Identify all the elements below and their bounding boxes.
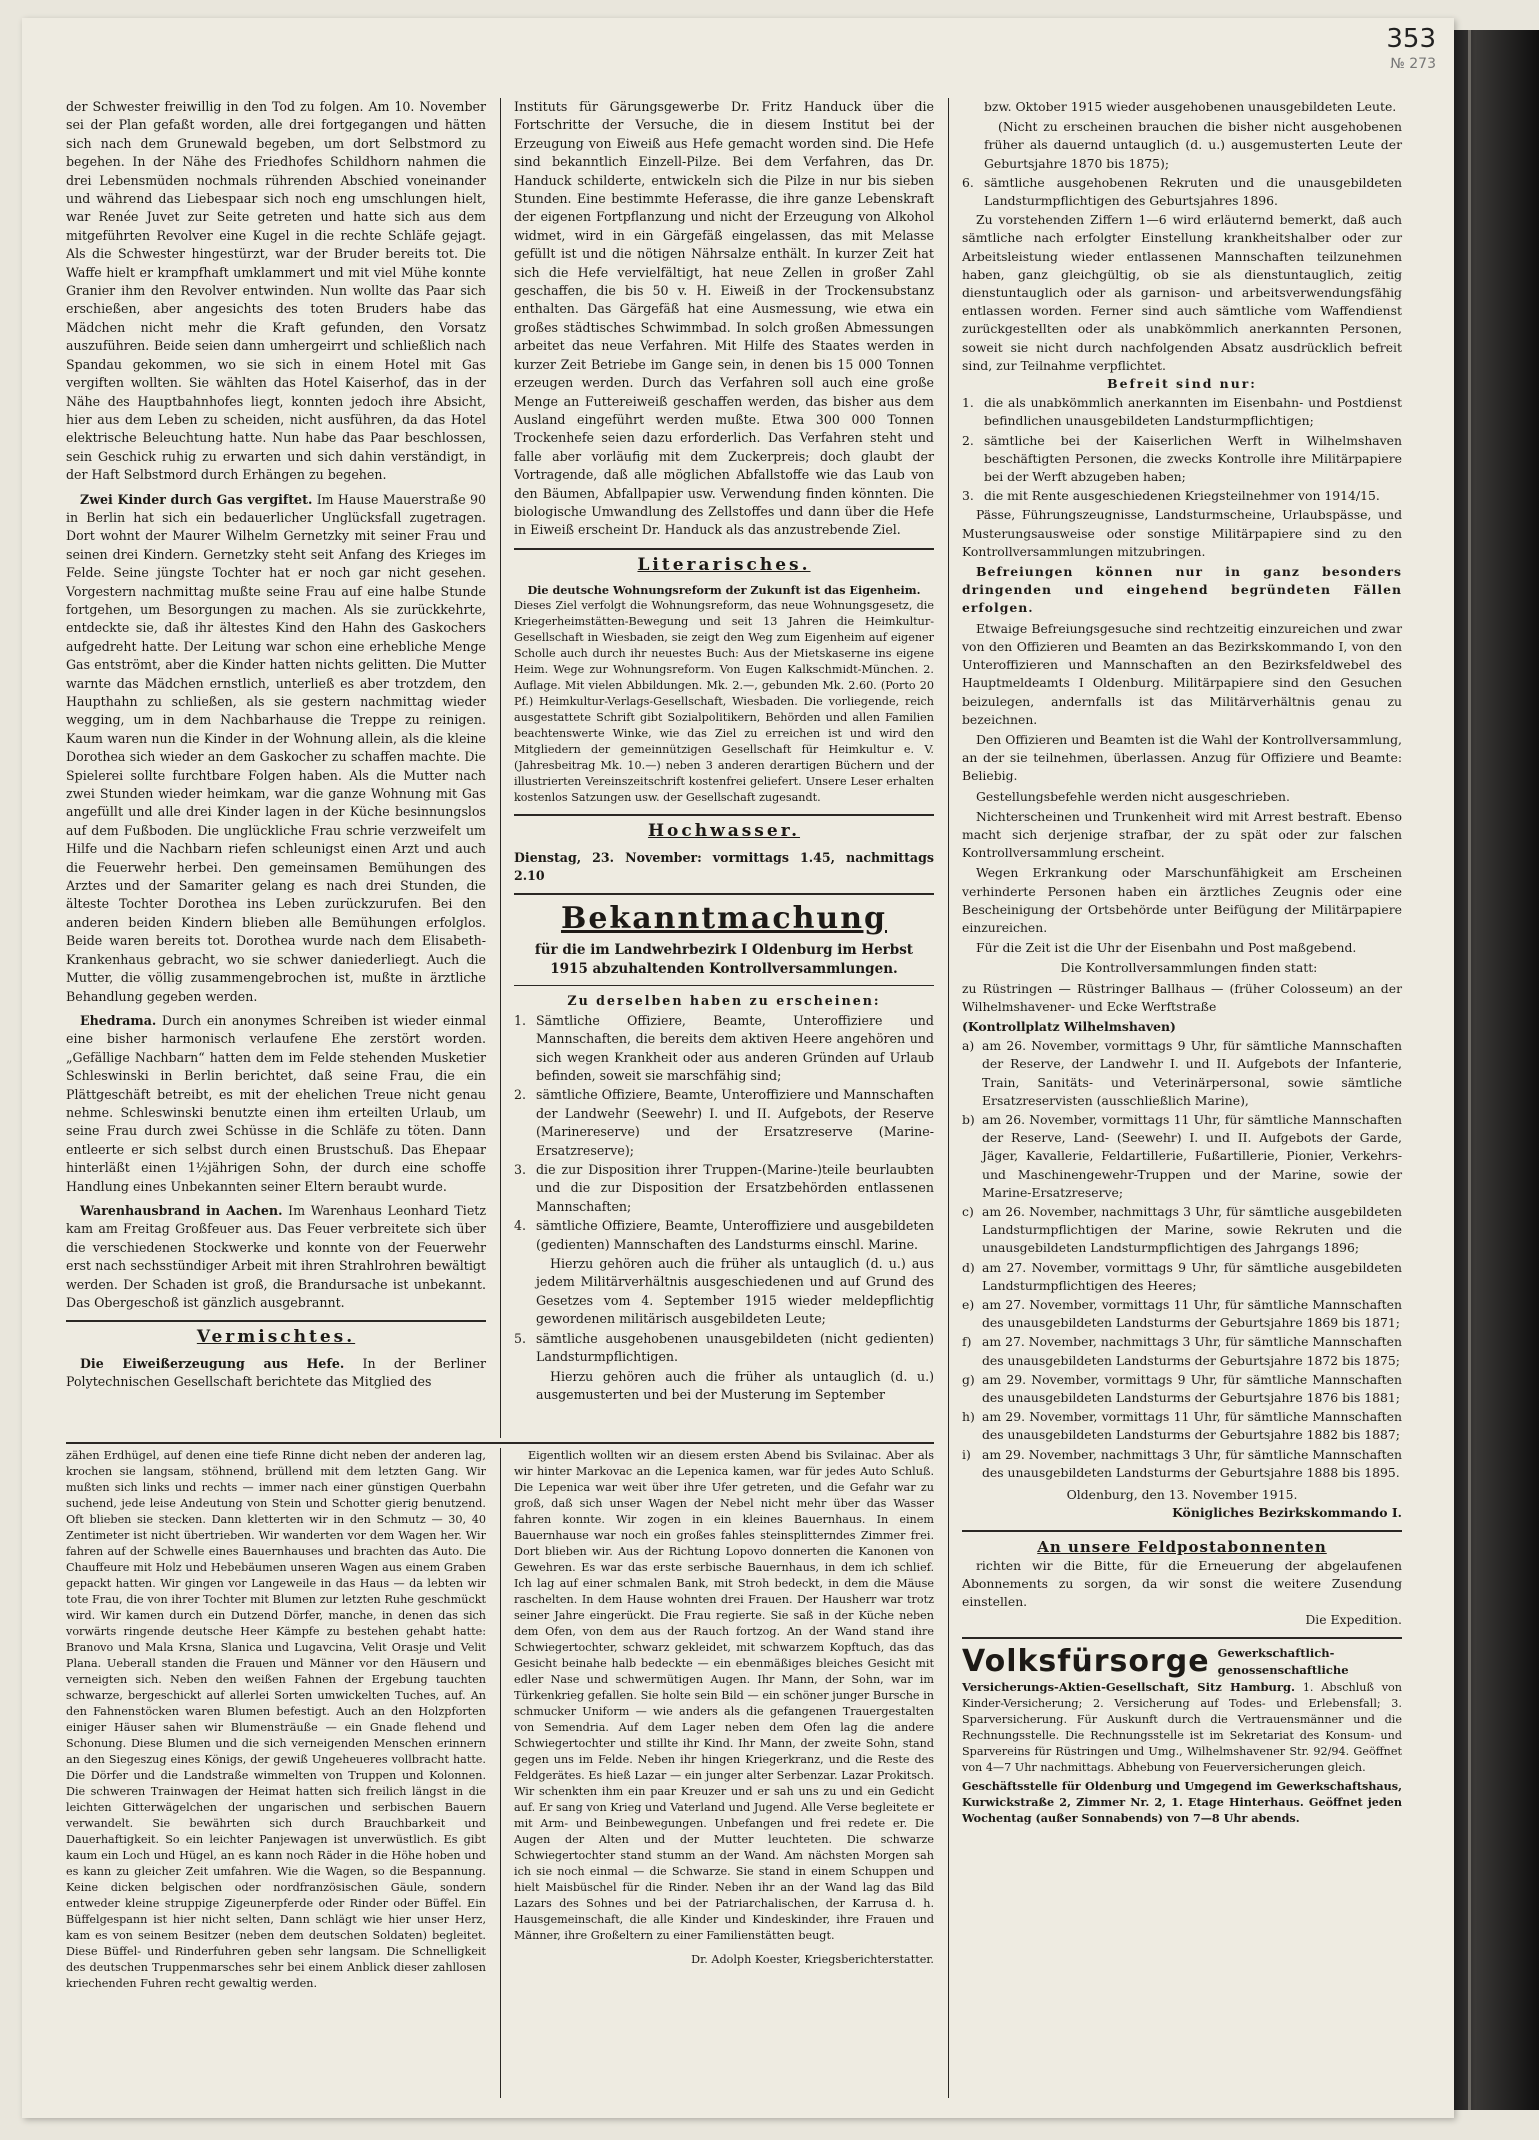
feldpost-text: richten wir die Bitte, für die Erneuerung der abgelaufenen Abonnements zu sorgen, da wir sonst die weitere Zusendung einstellen. bbox=[962, 1557, 1402, 1610]
article-eiweiss-cont: Instituts für Gärungsgewerbe Dr. Fritz Handuck über die Fortschritte der Versuche, die in diesem Institut bei der Erzeugung von Eiweiß aus Hefe gemacht worden sind. Die Hefe sind bekanntlich Einzell-Pilze. Bei dem Verfahren, das Dr. Handuck schilderte, entwickeln sich die Pilze in nur bis sieben Stunden. Eine bestimmte Heferasse, die ihre ganze Lebenskraft der eigenen Fortpflanzung und nicht der Erzeugung von Alkohol widmet, wird in ein Gärgefäß eingelassen, das mit Melasse gefüllt ist und die nötigen Nährsalze enthält. In kurzer Zeit hat sich die Hefe vervielfältigt, hat neue Zellen in großer Zahl geschaffen, die bis 50 v. H. Eiweiß in der Trockensubstanz enthalten. Das Gärgefäß hat eine Ausmessung, wie etwa ein großes städtisches Schwimmbad. In solch großen Abmessungen arbeitet das neue Verfahren. Mit Hilfe des Staates werden in kurzer Zeit Betriebe im Gange sein, in denen bis 15 000 Tonnen erzeugen werden. Durch das Verfahren soll auch eine große Menge an Futtereiweiß geschaffen werden, das bisher aus dem Ausland eingeführt werden mußte. Etwa 300 000 Tonnen Trockenhefe seien dazu erforderlich. Das Verfahren steht und falle aber vorläufig mit dem Zuckerpreis; doch glaubt der Vortragende, daß alle möglichen Abfallstoffe wie das Laub von den Bäumen, Abfallpapier usw. Verwendung finden könnten. Die biologische Umwandlung des Zellstoffes und dann über die Hefe in Eiweiß erscheint Dr. Handuck als das anzustrebende Ziel. bbox=[514, 99, 934, 538]
column-rule bbox=[500, 98, 501, 1438]
bekanntmachung-list-2 bbox=[514, 1330, 934, 1367]
separator bbox=[514, 985, 934, 986]
war-report-right-text: Eigentlich wollten wir an diesem ersten Abend bis Svilainac. Aber als wir hinter Markovac an die Lepenica kamen, war für jedes Auto Schluß. Die Lepenica war weit über ihre Ufer getreten, und die Gefahr war zu groß, daß sich unser Wagen der Nebel nicht mehr über das Wasser fahren konnte. Wir zogen in ein kleines Bauernhaus. In einem Bauernhause war noch ein großes fahles steinsplitterndes Zimmer frei. Dort blieben wir. Aus der Richtung Lopovo donnerten die Kanonen von Gewehren. Es war das erste serbische Bauernhaus, in dem ich schlief. Ich lag auf einer schmalen Bank, mit Stroh bedeckt, in dem die Mäuse raschelten. In dem Hause wohnten drei Frauen. Der Hausherr war trotz seiner Jahre eingerückt. Die Frau regierte. Sie saß in der Küche neben dem Ofen, von dem aus der Rauch fortzog. An der Wand stand ihre Schwiegertochter, schwarz gekleidet, mit schwarzem Kopftuch, das das Gesicht beinahe halb bedeckte — ein ebenmäßiges bleiches Gesicht mit edler Nase und schwermütigen Augen. Ihr Mann, der Sohn, war im Türkenkrieg gefallen. Sie holte sein Bild — ein schöner junger Bursche in schmucker Uniform — wie anders als die gefangenen Trauergestalten von Semendria. Auf dem Lager neben dem Ofen lag die andere Schwiegertochter und stillte ihr Kind. Ihr Mann, der zweite Sohn, stand gegen uns im Felde. Neben ihr hingen Kriegerkranz, und die Reste des Feldgerätes. Es hieß Lazar — ein junger alter Serbenzar. Lazar Prokitsch. Wir schenkten ihm ein paar Kreuzer und er sah uns zu und ein Gedicht auf. Er sang von Krieg und Vaterland und Jugend. Alle Verse begleitete er mit Arm- und Beinbewegungen. Unbefangen und frei redete er. Die Augen der Alten und der Mutter leuchteten. Die schwarze Schwiegertochter stand stumm an der Wand. Am nächsten Morgen sah ich sie noch einmal — die Schwarze. Sie stand in einem Schuppen und hielt Maisbüschel für die Rinder. Neben ihr an der Wand lag das Bild Lazars des Sohnes und bei der Patriarchalischen, der Karrusa d. h. Hausgemeinschaft, die alle Kinder und Kindeskinder, ihre Frauen und Männer, ihre Großeltern zu einer Familienstätten beugt. bbox=[514, 1449, 934, 1942]
list-item: 1. die als unabkömmlich anerkannten im Eisenbahn- und Postdienst befindlichen unausgebildeten Landsturmpflichtigen; bbox=[962, 395, 1402, 429]
newspaper-page bbox=[22, 18, 1454, 2118]
separator bbox=[514, 893, 934, 895]
column-1 bbox=[66, 98, 486, 1392]
article-brand bbox=[66, 1202, 486, 1312]
hochwasser-times: Dienstag, 23. November: vormittags 1.45, nachmittags 2.10 bbox=[514, 849, 934, 883]
list-item: e) am 27. November, vormittags 11 Uhr, für sämtliche Mannschaften des unausgebildeten Landsturms der Geburtsjahre 1869 bis 1871; bbox=[962, 1297, 1402, 1331]
volksfuersorge-subtitle: Gewerkschaftlich-genossenschaftliche Versicherungs-Aktien-Gesellschaft, Sitz Hamburg. bbox=[962, 1646, 1349, 1695]
list-item: i) am 29. November, nachmittags 3 Uhr, für sämtliche Mannschaften des unausgebildeten Landsturms der Geburtsjahre 1888 bis 1895. bbox=[962, 1446, 1402, 1480]
separator bbox=[962, 1530, 1402, 1532]
article-eiweiss-lead: Die Eiweißerzeugung aus Hefe. bbox=[80, 1355, 345, 1371]
volksfuersorge-ad bbox=[962, 1637, 1402, 1826]
bekanntmachung-mid: Hierzu gehören auch die früher als untauglich (d. u.) aus jedem Militärverhältnis ausgeschiedenen und auf Grund des Gesetzes vom 4. September 1915 wieder meldepflichtig gewordenen militärisch ausgebildeten Leute; bbox=[536, 1256, 934, 1327]
list-item: 2. sämtliche bei der Kaiserlichen Werft in Wilhelmshaven beschäftigten Personen, die zwecks Kontrolle ihre Militärpapiere bei der Werft abzugeben haben; bbox=[962, 432, 1402, 485]
war-report-right bbox=[514, 1448, 934, 1968]
bekanntmachung-list bbox=[514, 1012, 934, 1254]
bek-p3: Befreiungen können nur in ganz besonders dringenden und eingehend begründeten Fällen erfolgen. bbox=[962, 564, 1402, 616]
book-binding bbox=[1454, 30, 1539, 2110]
column-2 bbox=[514, 98, 934, 1404]
article-kinder bbox=[66, 491, 486, 1006]
list-item: g) am 29. November, vormittags 9 Uhr, für sämtliche Mannschaften des unausgebildeten Landsturms der Geburtsjahre 1876 bis 1881; bbox=[962, 1371, 1402, 1406]
war-report-left-text: zähen Erdhügel, auf denen eine tiefe Rinne dicht neben der anderen lag, krochen sie langsam, stöhnend, brüllend mit dem letzten Gang. Wir mußten sich links und rechts — immer nach einer günstigen Querbahn suchend, jede leise Andeutung von Stein und Schotter gierig benutzend. Oft blieben sie stecken. Dann kletterten wir in den Schmutz — 30, 40 Zentimeter ist nicht übertrieben. Wir wanderten vor dem Wagen her. Wir fahren auf der Schwelle eines Bauernhauses und brachten das Auto. Die Chauffeure mit Holz und Hebebäumen unseren Wagen aus einem Graben gepackt hatten. Wir gingen vor Langeweile in das Haus — da lebten wir tote Frau, die von ihrer Tochter mit Blumen zur letzten Ruhe geschmückt wird. Wir kamen durch ein Dutzend Dörfer, manche, in denen das sich vorwärts ringende deutsche Heer Kämpfe zu bestehen gehabt hatte: Branovo und Mala Krsna, Slanica und Lugavcina, Velit Orasje und Velit Plana. Ueberall standen die Frauen und Männer vor den Häusern und verneigten sich. Neben den weißen Fahnen der Ergebung tauchten schwarze, bergeschickt auf allerlei Sorten umwickelten Tuches, auf. An den Fahnenstöcken waren Blumen befestigt. Auch an den Holzpforten einiger Häuser sahen wir Blumensträuße — ein Gnade flehend und Schonung. Diese Blumen und die sich verneigenden Menschen erinnern an den Siegeszug eines Königs, der gewiß Ungeheueres vollbracht hatte. Die Dörfer und die Landstraße wimmelten von Truppen und Kolonnen. Die schweren Trainwagen der Heimat hatten sich freilich längst in die leichten Gitterwägelchen der ungarischen und serbischen Bauern verwandelt. Sie bewährten sich durch Brauchbarkeit und Dauerhaftigkeit. So ein leichter Panjewagen ist unverwüstlich. Es gibt kaum ein Loch und Hügel, an es kann noch Räder in die Höhe hoben und es kann zu gleicher Zeit umfahren. Wie die Wagen, so die Bespannung. Keine dicken belgischen oder nordfranzösischen Gäule, sondern entweder kleine struppige Zigeunerpferde oder Rinder oder Büffel. Ein Büffelgespann ist hier nicht selten, Dann schlägt wie hier unser Herz, kam es von seinem Besitzer (neben dem deutschen Soldaten) begleitet. Diese Büffel- und Rinderfuhren geben sehr langsam. Die Schnelligkeit des deutschen Truppenmarsches sehr bei einem Anblick dieser zahllosen kriechenden Fuhren recht gewaltig werden. bbox=[66, 1449, 486, 1990]
article-eiweiss-text: In der Berliner Polytechnischen Gesellschaft berichtete das Mitglied des bbox=[66, 1355, 486, 1390]
section-rule bbox=[66, 1442, 934, 1444]
feldpost-sign: Die Expedition. bbox=[1305, 1612, 1402, 1628]
befreit-list bbox=[962, 394, 1402, 505]
bek-list-6 bbox=[962, 174, 1402, 210]
list-item: 4. sämtliche Offiziere, Beamte, Unteroffiziere und ausgebildeten (gedienten) Mannschaften des Landsturms einschl. Marine. bbox=[514, 1218, 934, 1252]
bek-p5: Den Offizieren und Beamten ist die Wahl der Kontrollversammlung, an der sie teilnehmen, überlassen. Anzug für Offiziere und Beamte: Beliebig. bbox=[962, 731, 1402, 784]
list-item: c) am 26. November, nachmittags 3 Uhr, für sämtliche ausgebildeten Landsturmpflichtigen der Marine, sowie Rekruten und die unausgebildeten Landsturmpflichtigen des Jahrgangs 1896; bbox=[962, 1203, 1402, 1256]
bek-p7: Nichterscheinen und Trunkenheit wird mit Arrest bestraft. Ebenso macht sich derjenige strafbar, der zu spät oder zur falschen Kontrollversammlung erscheint. bbox=[962, 808, 1402, 861]
article-ehe bbox=[66, 1012, 486, 1196]
volksfuersorge-title: Volksfürsorge bbox=[962, 1644, 1210, 1680]
section-hochwasser-heading: Hochwasser. bbox=[647, 821, 801, 842]
list-item: d) am 27. November, vormittags 9 Uhr, für sämtliche ausgebildeten Landsturmpflichtigen des Heeres; bbox=[962, 1259, 1402, 1293]
befreit-heading: Befreit sind nur: bbox=[1107, 376, 1257, 392]
page-number-note: № 273 bbox=[1390, 56, 1436, 72]
article-kinder-text: Im Hause Mauerstraße 90 in Berlin hat sich ein bedauerlicher Unglücksfall zugetragen. Dort wohnt der Maurer Wilhelm Gernetzky mit seiner Frau und seinen drei Kindern. Gernetzky steht seit Anfang des Krieges im Felde. Seine jüngste Tochter hat er noch gar nicht gesehen. Vorgestern nachmittag mußte seine Frau auf eine halbe Stunde fortgehen, um Besorgungen zu machen. Als sie zurückkehrte, entdeckte sie, daß ihr ältestes Kind den Hahn des Gaskochers aufgedreht hatte. Der Leitung war schon eine erhebliche Menge Gas entströmt, aber die Kinder hatten nichts gelitten. Die Mutter warnte das Mädchen ernstlich, unterließ es aber trotzdem, den Haupthahn zu schließen, als sie gestern nachmittag wieder wegging, um in dem Nachbarhause die Treppe zu reinigen. Kaum waren nun die Kinder in der Wohnung allein, als die kleine Dorothea sich wieder an dem Gaskocher zu schaffen machte. Die Spielerei sollte furchtbare Folgen haben. Als die Mutter nach zwei Stunden wieder heimkam, war die ganze Wohnung mit Gas angefüllt und alle drei Kinder lagen in der Küche besinnungslos auf dem Fußboden. Die unglückliche Frau schrie verzweifelt um Hilfe und die Nachbarn riefen schleunigst einen Arzt und auch die Feuerwehr herbei. Den gemeinsamen Bemühungen des Arztes und der Samariter gelang es nach drei Stunden, die älteste Tochter Dorothea ins Leben zurückzurufen. Bei den anderen beiden Kindern blieben alle Bemühungen erfolglos. Beide waren bereits tot. Dorothea wurde nach dem Elisabeth-Krankenhaus gebracht, wo sie schwer daniederliegt. Auch die Mutter, die völlig zusammengebrochen ist, mußte in ärztliche Behandlung gegeben werden. bbox=[66, 491, 486, 1004]
section-literarisches-heading: Literarisches. bbox=[637, 554, 811, 575]
column-rule bbox=[948, 98, 949, 2098]
bek-p9: Für die Zeit ist die Uhr der Eisenbahn und Post maßgebend. bbox=[976, 940, 1357, 956]
bekanntmachung-subtitle: für die im Landwehrbezirk I Oldenburg im Herbst 1915 abzuhaltenden Kontrollversammlungen. bbox=[534, 942, 914, 978]
column-rule bbox=[500, 1448, 501, 2098]
separator bbox=[66, 1320, 486, 1322]
schedule-list bbox=[962, 1037, 1402, 1482]
article-ehe-text: Durch ein anonymes Schreiben ist wieder einmal eine bisher harmonisch verlaufene Ehe zerstört worden. „Gefällige Nachbarn“ hatten dem im Felde stehenden Musketier Schleswinski in Berlin berichtet, daß seine Frau, die ein Plättgeschäft betreibt, es mit der ehelichen Treue nicht genau nehme. Schleswinski benutzte einen ihm erteilten Urlaub, um seine Frau durch zwei Schüsse in die Schläfe zu töten. Dann entleerte er sich selbst durch einen Brustschuß. Das Ehepaar hinterläßt einen 1½jährigen Sohn, der durch eine schoffe Handlung eines Unbekannten seiner Eltern beraubt wurde. bbox=[66, 1012, 486, 1194]
list-item: 6. sämtliche ausgehobenen Rekruten und die unausgebildeten Landsturmpflichtigen des Geburtsjahres 1896. bbox=[962, 174, 1402, 209]
bek-p6: Gestellungsbefehle werden nicht ausgeschrieben. bbox=[976, 788, 1290, 804]
list-item: b) am 26. November, vormittags 11 Uhr, für sämtliche Mannschaften der Reserve, Land- (Seewehr) I. und II. Aufgebots der Garde, Jäger, Kavallerie, Feldartillerie, Fußartillerie, Pionier, Verkehrs- und Maschinengewehr-Truppen und der Marine, sowie der Marine-Ersatzreserve; bbox=[962, 1111, 1402, 1200]
war-report-left bbox=[66, 1448, 486, 1992]
bek-p10: Die Kontrollversammlungen finden statt: bbox=[1060, 960, 1318, 976]
separator bbox=[514, 548, 934, 550]
bekanntmachung-intro: Zu derselben haben zu erscheinen: bbox=[567, 993, 881, 1009]
bek-p1: Zu vorstehenden Ziffern 1—6 wird erläuternd bemerkt, daß auch sämtliche nach erfolgter Einstellung krankheitshalber oder zur Arbeitsleistung wieder entlassenen Mannschaften teilzunehmen haben, ganz gleichgültig, ob sie als dienstuntauglich, zeitig dienstuntauglich oder als garnison- und arbeitsverwendungsfähig entlassen worden. Ferner sind auch sämtliche vom Waffendienst zurückgestellten oder als unabkömmlich anerkannten Personen, soweit sie nicht durch nachfolgenden Absatz ausdrücklich befreit sind, zur Teilnahme verpflichtet. bbox=[962, 212, 1402, 373]
volksfuersorge-text: 1. Abschluß von Kinder-Versicherung; 2. Versicherung auf Todes- und Erlebensfall; 3. Sparversicherung. Für Auskunft durch die Vertrauensmänner und die Rechnungsstelle. Die Rechnungsstelle ist im Sekretariat des Konsum- und Sparvereins für Rüstringen und Umg., Wilhelmshavener Str. 92/94. Geöffnet von 4—7 Uhr nachmittags. Abhebung von Feuerversicherungen gleich. bbox=[962, 1681, 1403, 1775]
list-item: a) am 26. November, vormittags 9 Uhr, für sämtliche Mannschaften der Reserve, der Landwehr I. und II. Aufgebots der Infanterie, Train, Sanitäts- und Veterinärpersonal, sowie sämtliche Ersatzreservisten (ausschließlich Marine), bbox=[962, 1038, 1402, 1108]
bekanntmachung-title: Bekanntmachung bbox=[560, 901, 887, 937]
bek-p4: Etwaige Befreiungsgesuche sind rechtzeitig einzureichen und zwar von den Offizieren und Beamten an das Bezirkskommando I, von den Unteroffizieren und Mannschaften an den Bezirksfeldwebel des Hauptmeldeamts I Oldenburg. Militärpapiere sind den Gesuchen beizulegen, andernfalls ist das Militärverhältnis genau zu bezeichnen. bbox=[962, 620, 1402, 727]
list-item: 3. die zur Disposition ihrer Truppen-(Marine-)teile beurlaubten und die zur Disposition der Ersatzbehörden entlassenen Mannschaften; bbox=[514, 1162, 934, 1214]
article-brand-lead: Warenhausbrand in Aachen. bbox=[80, 1202, 283, 1218]
bek-signature: Königliches Bezirkskommando I. bbox=[1172, 1505, 1402, 1521]
bek-p11: zu Rüstringen — Rüstringer Ballhaus — (früher Colosseum) an der Wilhelmshavener- und Ecke Werftstraße bbox=[962, 980, 1402, 1014]
bek-p2: Pässe, Führungszeugnisse, Landsturmscheine, Urlaubspässe, und Musterungsausweise oder sonstige Militärpapiere sind zu den Kontrollversammlungen mitzubringen. bbox=[962, 507, 1402, 559]
article-literarisches bbox=[514, 582, 934, 806]
list-item: 2. sämtliche Offiziere, Beamte, Unteroffiziere und Mannschaften der Landwehr (Seewehr) I. und II. Aufgebots, der Reserve (Marinereserve) und der Ersatzreserve (Marine-Ersatzreserve); bbox=[514, 1087, 934, 1158]
volksfuersorge-text-2: Geschäftsstelle für Oldenburg und Umgegend im Gewerkschaftshaus, Kurwickstraße 2, Zimmer Nr. 2, 1. Etage Hinterhaus. Geöffnet jeden Wochentag (außer Sonnabends) von 7—8 Uhr abends. bbox=[962, 1779, 1402, 1826]
list-item: 1. Sämtliche Offiziere, Beamte, Unteroffiziere und Mannschaften, die bereits dem aktiven Heere angehören und sich wegen Krankheit oder aus anderen Gründen auf Urlaub befinden, soweit sie marschfähig sind; bbox=[514, 1012, 934, 1083]
article-literarisches-lead: Die deutsche Wohnungsreform der Zukunft ist das Eigenheim. bbox=[527, 583, 921, 598]
article-kinder-lead: Zwei Kinder durch Gas vergiftet. bbox=[80, 491, 313, 507]
war-report-signature: Dr. Adolph Koester, Kriegsberichterstatter. bbox=[691, 1953, 934, 1966]
article-brand-text: Im Warenhaus Leonhard Tietz kam am Freitag Großfeuer aus. Das Feuer verbreitete sich über die verschiedenen Stockwerke und konnte von der Feuerwehr erst nach sechsstündiger Arbeit mit ihren Strahlrohren bewältigt werden. Der Schaden ist groß, die Brandursache ist unbekannt. Das Obergeschoß ist gänzlich ausgebrannt. bbox=[66, 1202, 486, 1310]
article-literarisches-text: Dieses Ziel verfolgt die Wohnungsreform, das neue Wohnungsgesetz, die Kriegerheimstätten-Bewegung und seit 13 Jahren die Heimkultur-Gesellschaft in Wiesbaden, sie zeigt den Weg zum Eigenheim auf eigener Scholle auch durch ihr neuestes Buch: Aus der Mietskaserne ins eigene Heim. Wege zur Wohnungsreform. Von Eugen Kalkschmidt-München. 2. Auflage. Mit vielen Abbildungen. Mk. 2.—, gebunden Mk. 2.60. (Porto 20 Pf.) Heimkultur-Verlags-Gesellschaft, Wiesbaden. Die vorliegende, reich ausgestattete Schrift gibt Sozialpolitikern, Behörden und allen Familien beachtenswerte Winke, wie das Ziel zu erreichen ist und wird den Mitgliedern der gemeinnützigen Gesellschaft für Heimkultur e. V. (Jahresbeitrag Mk. 10.—) neben 3 anderen derartigen Büchern und der illustrierten Vereinszeitschrift kostenfrei geliefert. Unsere Leser erhalten kostenlos Satzungen usw. der Gesellschaft zugesandt. bbox=[514, 599, 934, 805]
separator bbox=[514, 814, 934, 816]
bek-cont-top: bzw. Oktober 1915 wieder ausgehobenen unausgebildeten Leute. bbox=[984, 99, 1397, 114]
article-ehe-lead: Ehedrama. bbox=[80, 1012, 157, 1028]
article-selbstmord-end: der Schwester freiwillig in den Tod zu folgen. Am 10. November sei der Plan gefaßt worden, alle drei fortgegangen und hätten sich nach dem Grunewald begeben, um dort Selbstmord zu begehen. In der Nähe des Friedhofes Schildhorn nahmen die drei Lebensmüden nochmals rührenden Abschied voneinander und während das Liebespaar sich noch eng umschlungen hielt, war Renée Juvet zur Seite getreten und hatte sich aus dem mitgeführten Revolver eine Kugel in die rechte Schläfe gejagt. Als die Schwester hingestürzt, war der Bruder bereits tot. Die Waffe hielt er krampfhaft umklammert und mit viel Mühe konnte Granier ihm den Revolver entwinden. Nun wollte das Paar sich erschießen, aber angesichts des toten Bruders habe das Mädchen nicht mehr die Kraft gefunden, den Vorsatz auszuführen. Beide seien dann umhergeirrt und schließlich nach Spandau gekommen, wo sie sich in einem Hotel mit Gas vergiften wollten. Sie wählten das Hotel Kaiserhof, das in der Nähe des Hauptbahnhofes liegt, konnten jedoch ihre Absicht, hier aus dem Leben zu scheiden, nicht ausführen, da das Hotel elektrische Beleuchtung hatte. Nun habe das Paar beschlossen, sein Geschick ruhig zu erwarten und sich dahin verständigt, in der Haft Selbstmord durch Erhängen zu begehen. bbox=[66, 99, 486, 483]
list-item: h) am 29. November, vormittags 11 Uhr, für sämtliche Mannschaften des unausgebildeten Landsturms der Geburtsjahre 1882 bis 1887; bbox=[962, 1409, 1402, 1443]
list-item: 3. die mit Rente ausgeschiedenen Kriegsteilnehmer von 1914/15. bbox=[962, 488, 1380, 504]
bek-cont-note: (Nicht zu erscheinen brauchen die bisher nicht ausgehobenen früher als dauernd untauglich (d. u.) ausgemusterten Leute der Geburtsjahre 1870 bis 1875); bbox=[984, 119, 1402, 171]
list-item: f) am 27. November, nachmittags 3 Uhr, für sämtliche Mannschaften des unausgebildeten Landsturms der Geburtsjahre 1872 bis 1875; bbox=[962, 1334, 1402, 1368]
article-eiweiss bbox=[66, 1355, 486, 1392]
column-3 bbox=[962, 98, 1402, 1826]
bekanntmachung-end: Hierzu gehören auch die früher als untauglich (d. u.) ausgemusterten und bei der Musterung im September bbox=[536, 1368, 934, 1402]
list-item: 5. sämtliche ausgehobenen unausgebildeten (nicht gedienten) Landsturmpflichtigen. bbox=[514, 1330, 934, 1365]
section-vermischtes-heading: Vermischtes. bbox=[196, 1327, 356, 1348]
bek-p12: (Kontrollplatz Wilhelmshaven) bbox=[962, 1018, 1176, 1034]
feldpost-heading: An unsere Feldpostabonnenten bbox=[1037, 1538, 1327, 1557]
bek-date: Oldenburg, den 13. November 1915. bbox=[1066, 1487, 1298, 1503]
page-number: 353 bbox=[1386, 24, 1436, 54]
bek-p8: Wegen Erkrankung oder Marschunfähigkeit am Erscheinen verhinderte Personen haben ein ärztliches Zeugnis oder eine Bescheinigung der Ortsbehörde unter Beifügung der Militärpapiere einzureichen. bbox=[962, 865, 1402, 935]
